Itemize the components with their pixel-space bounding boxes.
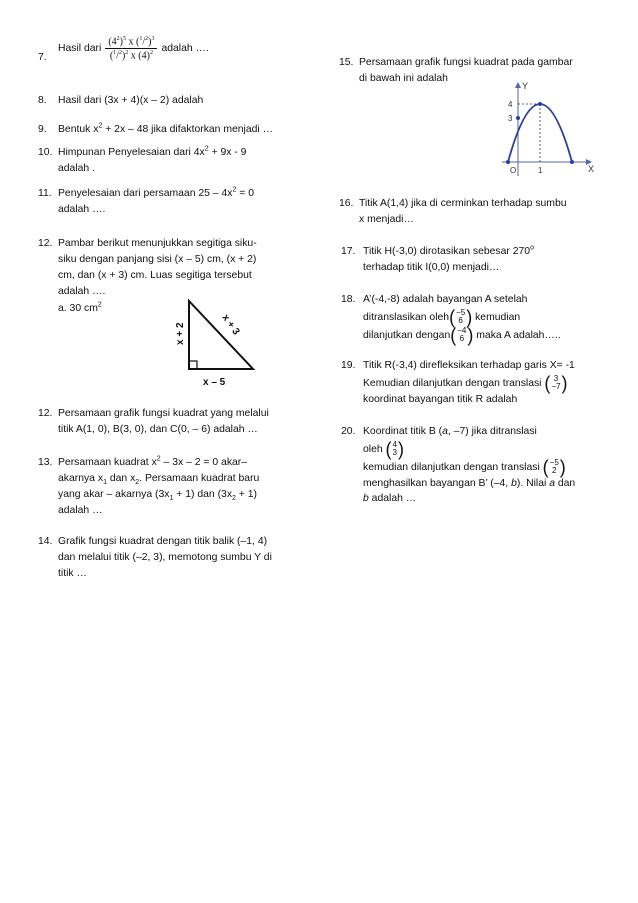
question-number: 14. [38, 536, 53, 547]
question-20 [341, 424, 621, 507]
question-text: Hasil dari [58, 42, 102, 54]
triangle-hypotenuse-label: x + 3 [219, 312, 242, 338]
question-18 [341, 292, 621, 344]
triangle-bottom-label: x – 5 [203, 377, 226, 388]
question-7 [38, 36, 328, 62]
translation-vector: ( −4 6 ) [450, 323, 474, 346]
question-text: Titik R(-3,4) direfleksikan terhadap garis X= -1 Kemudian dilanjutkan dengan translasi ( 3 −7 ) koordinat bayangan titik R adalah [363, 360, 575, 405]
question-number: 7. [38, 52, 47, 63]
question-text: Himpunan Penyelesaian dari $4x^2 + 9x - 9$ adalah . [58, 145, 247, 175]
translation-vector: ( −5 6 ) [449, 305, 473, 328]
question-14 [38, 534, 310, 582]
question-12b [38, 406, 310, 438]
question-19 [341, 358, 621, 407]
question-text: Grafik fungsi kuadrat dengan titik balik (–1, 4) dan melalui titik (–2, 3), memotong sumbu Y di titik … [58, 536, 272, 580]
option-a: a. 30 $cm^2$ [58, 301, 102, 314]
question-text-tail: adalah …. [161, 42, 209, 54]
question-text: A’(-4,-8) adalah bayangan A setelah ditranslasikan oleh ( −5 6 ) kemudian dilanjutkan dengan ( −4 6 ) maka A adalah….. [363, 294, 561, 346]
translation-vector: ( 4 3 ) [385, 437, 404, 460]
parabola-graph [500, 80, 600, 180]
question-number: 20. [341, 426, 356, 437]
question-text: Hasil dari (3x + 4)(x – 2) adalah [58, 95, 204, 106]
question-16 [339, 196, 619, 228]
question-text: Bentuk $x^2 + 2x - 48$ jika difaktorkan menjadi … [58, 122, 274, 135]
translation-vector: ( 3 −7 ) [544, 371, 568, 394]
question-13 [38, 455, 310, 520]
question-text: Titik A(1,4) jika di cerminkan terhadap sumbu x menjadi… [359, 198, 567, 226]
question-text: Persamaan kuadrat $x^2 - 3x - 2 = 0$ akar– akarnya $x_1$ dan $x_2$. Persamaan kuadrat baru yang akar – akarnya $(3x_1 + 1)$ dan $(3x_2 + 1)$ adalah … [58, 455, 260, 517]
question-17 [341, 244, 621, 276]
question-10 [38, 145, 328, 177]
question-text: Koordinat titik B (a, –7) jika ditranslasi oleh ( 4 3 ) kemudian dilanjutkan dengan translasi ( −5 2 ) menghasilkan bayangan B’ (–4, b). Nilai a dan b adalah … [363, 426, 576, 505]
question-text: Penyelesaian dari persamaan $25 - 4x^2 = 0$ adalah …. [58, 186, 254, 216]
translation-vector: ( −5 2 ) [542, 455, 566, 478]
question-text: Persamaan grafik fungsi kuadrat pada gambar di bawah ini adalah [359, 57, 573, 85]
question-11 [38, 186, 308, 218]
axis-label-y: Y [522, 81, 529, 91]
question-8 [38, 93, 328, 109]
question-number: 13. [38, 457, 53, 468]
question-text: Persamaan grafik fungsi kuadrat yang melalui titik A(1, 0), B(3, 0), dan C(0, – 6) adalah … [58, 408, 269, 436]
right-triangle-figure [165, 293, 270, 393]
triangle-left-label: x + 2 [175, 322, 186, 345]
question-number: 15. [339, 57, 354, 68]
question-9 [38, 122, 328, 138]
question-text: Titik H(-3,0) dirotasikan sebesar 270$^o$ terhadap titik I(0,0) menjadi… [363, 244, 534, 274]
origin-label: O [510, 166, 517, 175]
question-number: 18. [341, 294, 356, 305]
question-number: 8. [38, 95, 47, 106]
question-number: 9. [38, 124, 47, 135]
tick-label-1: 1 [538, 166, 543, 175]
axis-label-x: X [588, 164, 595, 174]
question-number: 11. [38, 188, 52, 199]
question-number: 12. [38, 238, 53, 249]
question-number: 16. [339, 198, 354, 209]
tick-label-3: 3 [508, 114, 513, 123]
tick-label-4: 4 [508, 100, 513, 109]
exponent-fraction: $\frac{(4^2)^5 x (^1/^2)^3}{(^1/^2)^2 x (4)^2}$ [105, 36, 157, 62]
question-number: 12. [38, 408, 53, 419]
question-number: 10. [38, 147, 53, 158]
question-number: 19. [341, 360, 356, 371]
question-text: Pambar berikut menunjukkan segitiga siku- siku dengan panjang sisi (x – 5) cm, (x + 2) cm, dan (x + 3) cm. Luas segitiga tersebut adalah …. a. 30 $cm^2$ [58, 236, 310, 317]
question-number: 17. [341, 246, 356, 257]
